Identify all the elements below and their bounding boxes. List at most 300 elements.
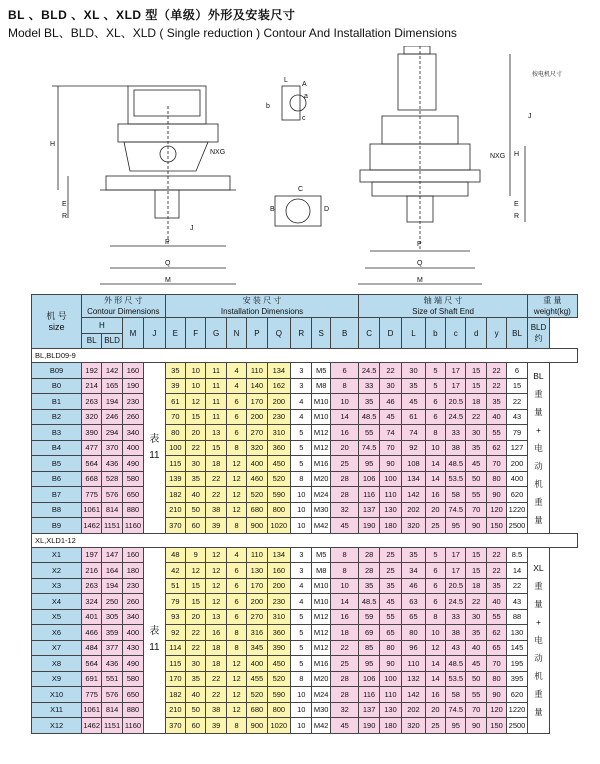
table-cell: 25 [379, 547, 401, 563]
table-cell: 680 [247, 702, 267, 718]
table-cell: 108 [402, 456, 425, 472]
header-col: F [186, 318, 206, 349]
table-cell: 197 [81, 547, 101, 563]
table-cell: 2500 [507, 718, 527, 734]
header-col: y [486, 318, 506, 349]
table-cell: 1151 [102, 518, 122, 534]
table-row [32, 687, 578, 703]
table-cell: 1061 [81, 702, 101, 718]
header-col: P [247, 318, 267, 349]
table-cell: 4 [291, 394, 312, 410]
header-model: 机 号 size [32, 295, 82, 349]
dim-label: H [514, 151, 520, 158]
table-cell: M12 [312, 625, 330, 641]
table-cell: 39 [165, 378, 185, 394]
table-cell: 10 [291, 702, 312, 718]
table-cell: 30 [186, 656, 206, 672]
table-cell: 33 [359, 378, 379, 394]
table-cell: 65 [379, 625, 401, 641]
table-cell: 1220 [507, 502, 527, 518]
dimension-table-wrap [31, 294, 578, 734]
table-cell: B8 [32, 502, 82, 518]
table-cell: 40 [186, 487, 206, 503]
table-cell: M24 [312, 487, 330, 503]
table-cell: 50 [466, 671, 486, 687]
table-cell: 580 [122, 471, 143, 487]
table-cell: X4 [32, 594, 82, 610]
dim-label: R [514, 213, 520, 220]
table-cell: 520 [247, 687, 267, 703]
table-cell: 20.5 [446, 578, 466, 594]
table-cell: 22 [206, 487, 226, 503]
table-cell: 116 [359, 687, 379, 703]
table-cell: 880 [122, 702, 143, 718]
table-cell: X1 [32, 547, 82, 563]
table-cell: 490 [122, 456, 143, 472]
table-cell: 12 [226, 502, 246, 518]
table-cell: 22 [507, 394, 527, 410]
table-cell: 650 [122, 487, 143, 503]
table-cell: 53.5 [446, 471, 466, 487]
table-cell: 22 [379, 363, 401, 379]
table-cell: 70 [486, 456, 506, 472]
table-cell: 400 [122, 440, 143, 456]
table-cell: 6 [226, 609, 246, 625]
table-cell: 590 [267, 687, 290, 703]
table-cell: 4 [226, 378, 246, 394]
table-cell: 12 [425, 640, 445, 656]
table-cell: 5 [291, 609, 312, 625]
table-cell: 110 [247, 363, 267, 379]
table-cell: 316 [247, 625, 267, 641]
table-cell: 5 [425, 378, 445, 394]
table-cell: 55 [379, 609, 401, 625]
table-cell: 10 [291, 718, 312, 734]
table-cell: 11 [206, 363, 226, 379]
section-bl-weight-note: BL 重 量 + 电 动 机 重 量 [527, 363, 549, 534]
table-cell: 170 [247, 578, 267, 594]
table-cell: 22 [186, 625, 206, 641]
header-contour: 外 形 尺 寸 Contour Dimensions [81, 295, 165, 318]
table-cell: M12 [312, 425, 330, 441]
table-cell: 200 [247, 594, 267, 610]
table-cell: 95 [446, 718, 466, 734]
table-cell: 70 [486, 656, 506, 672]
table-cell: 61 [402, 409, 425, 425]
table-cell: 110 [402, 656, 425, 672]
table-cell: 137 [359, 702, 379, 718]
table-cell: 202 [402, 502, 425, 518]
table-cell: 55 [486, 425, 506, 441]
table-cell: 24.5 [359, 363, 379, 379]
header-col: E [165, 318, 185, 349]
table-cell: 9 [186, 547, 206, 563]
header-bld: BLD 约 [527, 318, 549, 349]
table-cell: 12 [226, 702, 246, 718]
table-row [32, 394, 578, 410]
dim-label: M [417, 277, 423, 284]
table-cell: 40 [186, 687, 206, 703]
table-cell: 18 [206, 656, 226, 672]
table-cell: 216 [81, 563, 101, 579]
table-cell: 520 [267, 471, 290, 487]
table-cell: 115 [165, 656, 185, 672]
table-cell: 210 [165, 702, 185, 718]
table-cell: M12 [312, 609, 330, 625]
table-cell: 30 [379, 378, 401, 394]
table-cell: M10 [312, 394, 330, 410]
table-cell: 20 [330, 440, 359, 456]
dim-label: H [50, 141, 56, 148]
table-cell: 61 [165, 394, 185, 410]
table-cell: 74.5 [359, 440, 379, 456]
table-cell: 8 [291, 471, 312, 487]
table-cell: 401 [81, 609, 101, 625]
table-cell: 340 [122, 425, 143, 441]
table-cell: 551 [102, 671, 122, 687]
table-cell: 14 [425, 456, 445, 472]
table-cell: 40 [486, 409, 506, 425]
dim-label: J [190, 225, 194, 232]
table-cell: 88 [507, 609, 527, 625]
table-cell: 430 [122, 640, 143, 656]
table-cell: 180 [379, 518, 401, 534]
table-cell: M42 [312, 718, 330, 734]
table-cell: B1 [32, 394, 82, 410]
table-cell: 12 [226, 487, 246, 503]
table-cell: X2 [32, 563, 82, 579]
header-col: BL [507, 318, 527, 349]
table-cell: 1160 [122, 718, 143, 734]
header-col: S [312, 318, 330, 349]
table-cell: 42 [165, 563, 185, 579]
table-cell: 90 [466, 718, 486, 734]
table-cell: 17 [446, 378, 466, 394]
table-cell: 814 [102, 702, 122, 718]
table-cell: 70 [165, 409, 185, 425]
table-row [32, 671, 578, 687]
table-cell: 12 [206, 594, 226, 610]
table-cell: 6 [507, 363, 527, 379]
table-cell: 43 [507, 594, 527, 610]
table-cell: 691 [81, 671, 101, 687]
table-cell: 6 [330, 363, 359, 379]
table-cell: 35 [359, 578, 379, 594]
table-cell: 74 [402, 425, 425, 441]
table-cell: 48.5 [359, 409, 379, 425]
table-cell: 8 [226, 440, 246, 456]
table-cell: 134 [267, 363, 290, 379]
table-cell: 15 [466, 378, 486, 394]
table-cell: 880 [122, 502, 143, 518]
table-cell: 28 [330, 471, 359, 487]
header-col: d [466, 318, 486, 349]
table-cell: 45 [379, 409, 401, 425]
table-cell: M42 [312, 518, 330, 534]
table-cell: 10 [291, 502, 312, 518]
table-cell: M12 [312, 640, 330, 656]
table-cell: 17 [446, 363, 466, 379]
table-cell: 900 [247, 518, 267, 534]
table-cell: 28 [330, 671, 359, 687]
table-cell: 38 [446, 440, 466, 456]
table-cell: 132 [402, 671, 425, 687]
table-cell: 580 [122, 671, 143, 687]
table-cell: 30 [186, 456, 206, 472]
table-cell: 12 [206, 578, 226, 594]
table-cell: 200 [267, 578, 290, 594]
table-cell: X8 [32, 656, 82, 672]
table-cell: 13 [206, 425, 226, 441]
table-cell: 5 [291, 440, 312, 456]
table-row [32, 363, 578, 379]
table-cell: 35 [466, 625, 486, 641]
table-cell: 5 [425, 363, 445, 379]
table-cell: 142 [402, 687, 425, 703]
table-cell: 22 [507, 578, 527, 594]
table-cell: 5 [291, 456, 312, 472]
table-cell: 13 [206, 609, 226, 625]
table-cell: 165 [102, 378, 122, 394]
table-cell: 160 [267, 563, 290, 579]
table-cell: 10 [425, 440, 445, 456]
table-cell: 800 [267, 702, 290, 718]
table-row [32, 609, 578, 625]
table-cell: 147 [102, 547, 122, 563]
table-cell: 28 [330, 687, 359, 703]
table-row [32, 425, 578, 441]
table-cell: 4 [226, 363, 246, 379]
table-cell: 95 [446, 518, 466, 534]
table-cell: M10 [312, 578, 330, 594]
table-cell: 38 [206, 502, 226, 518]
table-cell: 15 [206, 440, 226, 456]
table-cell: 45 [330, 718, 359, 734]
table-cell: X5 [32, 609, 82, 625]
table-cell: 4 [291, 594, 312, 610]
table-cell: 17 [446, 547, 466, 563]
table-cell: 6 [226, 409, 246, 425]
table-cell: 202 [402, 702, 425, 718]
table-cell: 182 [165, 487, 185, 503]
table-cell: 80 [379, 640, 401, 656]
table-cell: M16 [312, 456, 330, 472]
table-cell: 15 [466, 547, 486, 563]
table-cell: 6 [226, 425, 246, 441]
table-cell: 70 [466, 502, 486, 518]
table-cell: 14 [425, 471, 445, 487]
table-cell: 15 [507, 378, 527, 394]
table-cell: 360 [267, 440, 290, 456]
dim-label: c [302, 115, 306, 122]
table-cell: 120 [486, 702, 506, 718]
header-col: J [144, 318, 165, 349]
table-cell: B9 [32, 518, 82, 534]
table-cell: X12 [32, 718, 82, 734]
table-row [32, 487, 578, 503]
table-cell: 164 [102, 563, 122, 579]
table-cell: 200 [247, 409, 267, 425]
table-cell: 436 [102, 456, 122, 472]
table-cell: 345 [247, 640, 267, 656]
table-cell: 528 [102, 471, 122, 487]
dimension-table [31, 294, 578, 734]
table-cell: 130 [379, 502, 401, 518]
table-cell: 359 [102, 625, 122, 641]
table-cell: 85 [359, 640, 379, 656]
table-cell: 436 [102, 656, 122, 672]
table-cell: 142 [402, 487, 425, 503]
table-cell: 20 [425, 702, 445, 718]
table-cell: 8 [226, 518, 246, 534]
table-cell: 35 [379, 578, 401, 594]
table-cell: 15 [186, 594, 206, 610]
table-cell: 260 [122, 594, 143, 610]
table-cell: 28 [359, 547, 379, 563]
table-cell: M5 [312, 547, 330, 563]
table-cell: 110 [379, 687, 401, 703]
table-cell: 15 [466, 563, 486, 579]
table-cell: 305 [102, 609, 122, 625]
table-cell: M24 [312, 687, 330, 703]
table-cell: 564 [81, 456, 101, 472]
table-cell: B09 [32, 363, 82, 379]
dim-label: E [62, 201, 67, 208]
table-cell: 43 [446, 640, 466, 656]
table-cell: 460 [247, 471, 267, 487]
table-cell: M10 [312, 594, 330, 610]
table-cell: 50 [186, 702, 206, 718]
table-cell: 294 [102, 425, 122, 441]
dimension-drawing [40, 46, 580, 288]
table-cell: B4 [32, 440, 82, 456]
section-xl-label: XL,XLD1-12 [32, 533, 578, 547]
table-cell: 79 [165, 594, 185, 610]
table-row [32, 409, 578, 425]
table-cell: 320 [247, 440, 267, 456]
table-cell: 320 [81, 409, 101, 425]
dim-label: Q [165, 260, 171, 267]
table-cell: 115 [165, 456, 185, 472]
table-cell: 8 [226, 640, 246, 656]
table-cell: 320 [402, 518, 425, 534]
table-cell: 28 [359, 563, 379, 579]
table-cell: 455 [247, 671, 267, 687]
table-cell: 65 [486, 640, 506, 656]
table-row [32, 578, 578, 594]
table-cell: 24.5 [446, 409, 466, 425]
table-cell: 466 [81, 625, 101, 641]
table-cell: 95 [359, 456, 379, 472]
table-cell: 33 [446, 425, 466, 441]
table-cell: 8 [330, 547, 359, 563]
table-cell: 35 [186, 471, 206, 487]
table-cell: 16 [330, 425, 359, 441]
table-cell: 6 [226, 594, 246, 610]
table-cell: 5 [291, 656, 312, 672]
table-cell: 576 [102, 487, 122, 503]
table-cell: 668 [81, 471, 101, 487]
dim-label: M [165, 277, 171, 284]
table-cell: 170 [247, 394, 267, 410]
table-cell: 39 [206, 718, 226, 734]
dim-label: J [528, 113, 532, 120]
table-row [32, 594, 578, 610]
table-cell: 477 [81, 440, 101, 456]
table-cell: 400 [247, 656, 267, 672]
table-cell: 35 [359, 394, 379, 410]
table-cell: 194 [102, 394, 122, 410]
table-cell: 14 [330, 409, 359, 425]
table-row [32, 547, 578, 563]
table-cell: M20 [312, 471, 330, 487]
table-cell: 55 [466, 487, 486, 503]
table-cell: 18 [206, 640, 226, 656]
table-cell: X7 [32, 640, 82, 656]
table-cell: 25 [425, 518, 445, 534]
table-cell: 150 [486, 518, 506, 534]
table-cell: 4 [291, 578, 312, 594]
table-cell: 100 [379, 671, 401, 687]
table-cell: 127 [507, 440, 527, 456]
section-bl-label: BL,BLD09-9 [32, 349, 578, 363]
dim-label: a [304, 93, 308, 100]
table-cell: 576 [102, 687, 122, 703]
table-row [32, 702, 578, 718]
table-cell: 90 [486, 487, 506, 503]
table-cell: 22 [186, 640, 206, 656]
table-cell: 69 [359, 625, 379, 641]
table-cell: 134 [267, 547, 290, 563]
table-cell: 182 [165, 687, 185, 703]
table-cell: 10 [186, 363, 206, 379]
table-cell: 8.5 [507, 547, 527, 563]
table-cell: 160 [122, 547, 143, 563]
section-bl-j-cell: 表 11 [144, 363, 165, 534]
table-cell: 250 [102, 594, 122, 610]
table-cell: 12 [226, 471, 246, 487]
table-cell: 100 [165, 440, 185, 456]
page-title: BL 、BLD 、XL 、XLD 型（单级）外形及安装尺寸 [8, 8, 296, 22]
table-cell: 22 [206, 471, 226, 487]
table-cell: B7 [32, 487, 82, 503]
table-cell: 63 [402, 594, 425, 610]
table-cell: 12 [206, 547, 226, 563]
table-cell: 40 [486, 594, 506, 610]
table-cell: 48.5 [359, 594, 379, 610]
table-cell: 28 [330, 487, 359, 503]
table-cell: 48.5 [446, 456, 466, 472]
table-cell: 8 [425, 609, 445, 625]
table-cell: 270 [247, 609, 267, 625]
table-cell: 130 [247, 563, 267, 579]
table-cell: 60 [186, 718, 206, 734]
table-cell: 10 [330, 394, 359, 410]
table-cell: M20 [312, 671, 330, 687]
table-cell: 55 [486, 609, 506, 625]
table-cell: 95 [359, 656, 379, 672]
table-cell: 15 [186, 578, 206, 594]
table-cell: 22 [486, 363, 506, 379]
table-cell: 190 [359, 718, 379, 734]
table-cell: 8 [226, 718, 246, 734]
table-cell: 18 [206, 456, 226, 472]
table-cell: 15 [186, 409, 206, 425]
table-cell: 38 [446, 625, 466, 641]
table-cell: 40 [466, 640, 486, 656]
table-cell: 370 [165, 718, 185, 734]
table-cell: 370 [102, 440, 122, 456]
